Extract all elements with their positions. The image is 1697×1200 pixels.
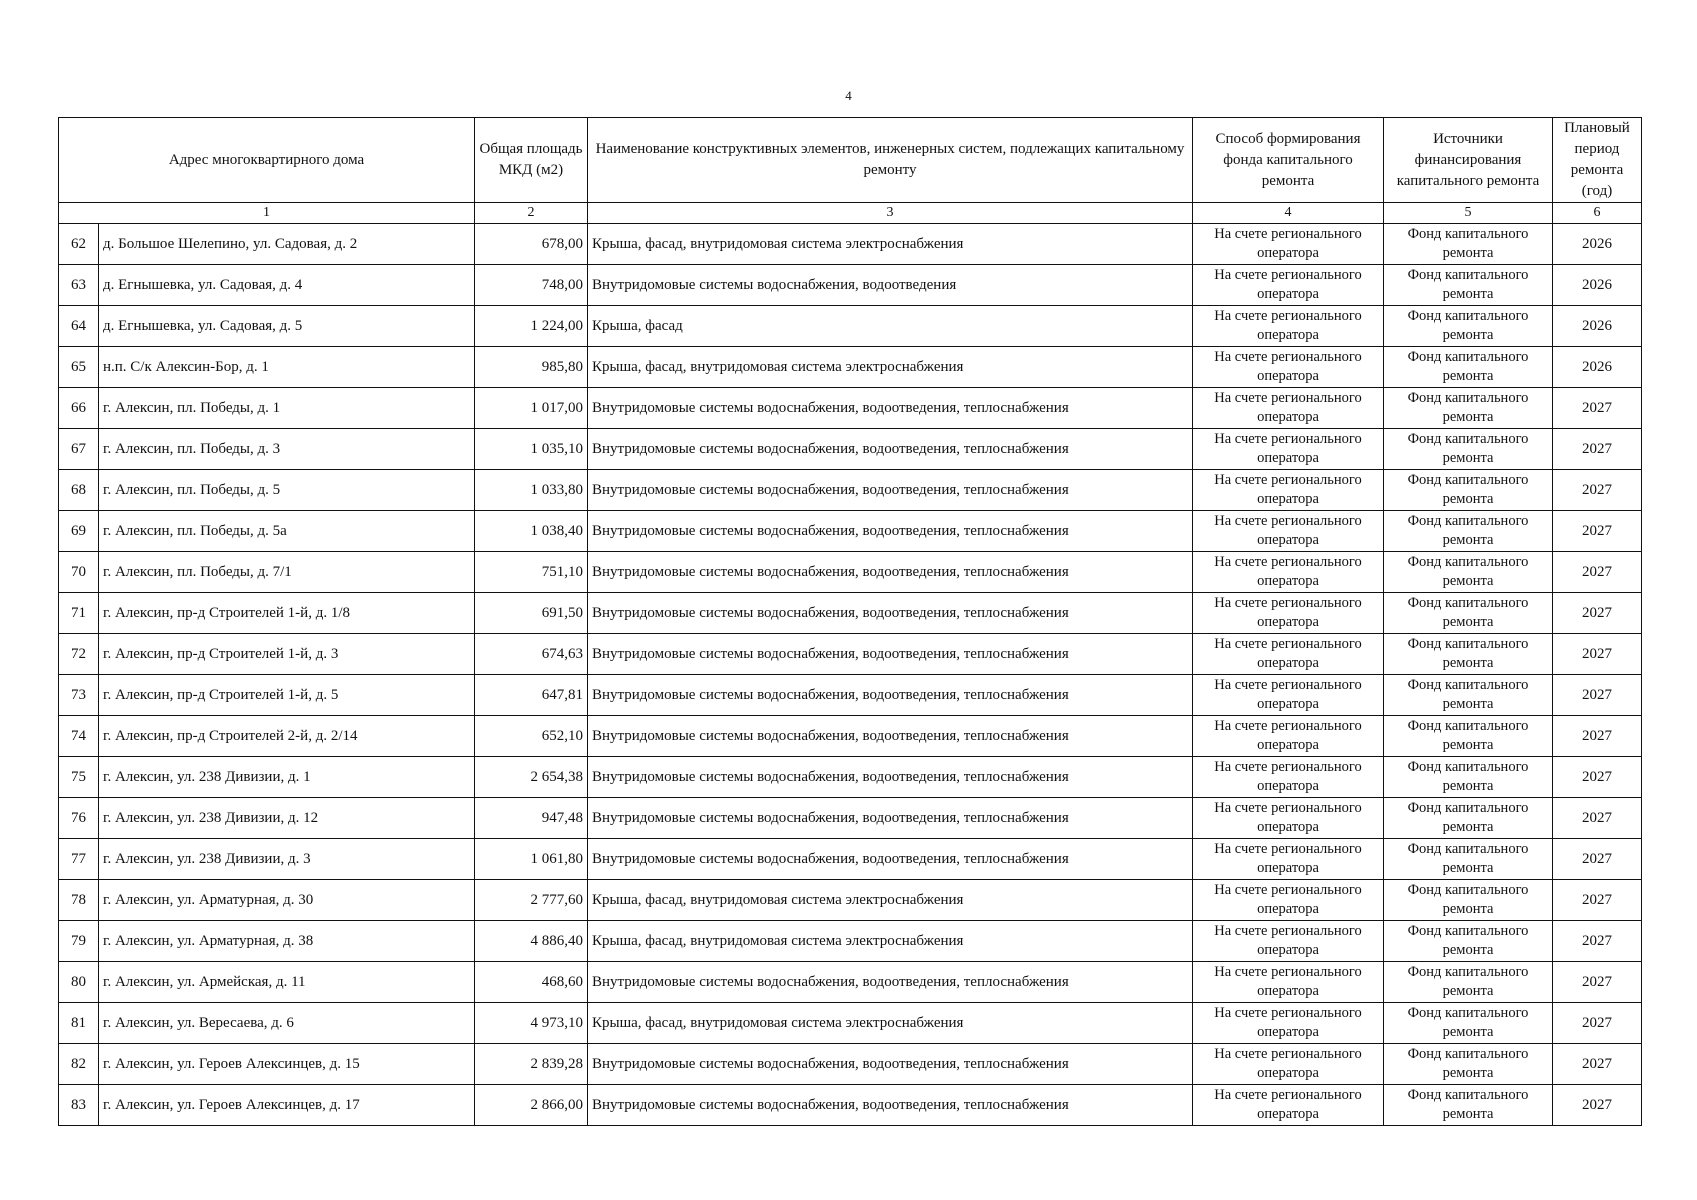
elements-cell: Внутридомовые системы водоснабжения, водоотведения, теплоснабжения (588, 1085, 1193, 1126)
address-cell: н.п. С/к Алексин-Бор, д. 1 (99, 347, 475, 388)
area-cell: 1 035,10 (475, 429, 588, 470)
year-cell: 2027 (1553, 1085, 1642, 1126)
table-row (59, 839, 1642, 880)
row-number: 79 (59, 921, 99, 962)
method-cell: На счете регионального оператора (1193, 839, 1384, 880)
address-cell: г. Алексин, ул. Героев Алексинцев, д. 17 (99, 1085, 475, 1126)
page-number: 4 (845, 88, 852, 103)
elements-cell: Крыша, фасад, внутридомовая система электроснабжения (588, 224, 1193, 265)
method-cell: На счете регионального оператора (1193, 1085, 1384, 1126)
year-cell: 2026 (1553, 347, 1642, 388)
elements-cell: Внутридомовые системы водоснабжения, водоотведения, теплоснабжения (588, 716, 1193, 757)
elements-cell: Крыша, фасад, внутридомовая система электроснабжения (588, 921, 1193, 962)
year-cell: 2027 (1553, 716, 1642, 757)
source-cell: Фонд капитального ремонта (1384, 470, 1553, 511)
source-cell: Фонд капитального ремонта (1384, 1085, 1553, 1126)
row-number: 80 (59, 962, 99, 1003)
elements-cell: Внутридомовые системы водоснабжения, водоотведения, теплоснабжения (588, 470, 1193, 511)
header-source: Источники финансирования капитального ремонта (1384, 118, 1553, 203)
elements-cell: Внутридомовые системы водоснабжения, водоотведения, теплоснабжения (588, 429, 1193, 470)
method-cell: На счете регионального оператора (1193, 429, 1384, 470)
area-cell: 678,00 (475, 224, 588, 265)
row-number: 81 (59, 1003, 99, 1044)
address-cell: д. Большое Шелепино, ул. Садовая, д. 2 (99, 224, 475, 265)
table-row (59, 552, 1642, 593)
table-row (59, 429, 1642, 470)
table-row (59, 921, 1642, 962)
elements-cell: Внутридомовые системы водоснабжения, водоотведения, теплоснабжения (588, 388, 1193, 429)
row-number: 78 (59, 880, 99, 921)
table-row (59, 1003, 1642, 1044)
method-cell: На счете регионального оператора (1193, 1044, 1384, 1085)
address-cell: г. Алексин, ул. Героев Алексинцев, д. 15 (99, 1044, 475, 1085)
method-cell: На счете регионального оператора (1193, 921, 1384, 962)
area-cell: 748,00 (475, 265, 588, 306)
area-cell: 468,60 (475, 962, 588, 1003)
year-cell: 2026 (1553, 265, 1642, 306)
source-cell: Фонд капитального ремонта (1384, 798, 1553, 839)
year-cell: 2027 (1553, 798, 1642, 839)
source-cell: Фонд капитального ремонта (1384, 265, 1553, 306)
source-cell: Фонд капитального ремонта (1384, 1044, 1553, 1085)
area-cell: 985,80 (475, 347, 588, 388)
table-row (59, 798, 1642, 839)
method-cell: На счете регионального оператора (1193, 224, 1384, 265)
area-cell: 4 886,40 (475, 921, 588, 962)
area-cell: 4 973,10 (475, 1003, 588, 1044)
row-number: 74 (59, 716, 99, 757)
method-cell: На счете регионального оператора (1193, 757, 1384, 798)
elements-cell: Внутридомовые системы водоснабжения, водоотведения, теплоснабжения (588, 634, 1193, 675)
row-number: 73 (59, 675, 99, 716)
address-cell: г. Алексин, ул. Армейская, д. 11 (99, 962, 475, 1003)
year-cell: 2027 (1553, 880, 1642, 921)
area-cell: 751,10 (475, 552, 588, 593)
column-number: 2 (475, 203, 588, 224)
table-body (59, 224, 1642, 1126)
table-row (59, 634, 1642, 675)
elements-cell: Внутридомовые системы водоснабжения, водоотведения, теплоснабжения (588, 675, 1193, 716)
method-cell: На счете регионального оператора (1193, 388, 1384, 429)
row-number: 69 (59, 511, 99, 552)
year-cell: 2027 (1553, 839, 1642, 880)
area-cell: 2 839,28 (475, 1044, 588, 1085)
area-cell: 1 017,00 (475, 388, 588, 429)
method-cell: На счете регионального оператора (1193, 675, 1384, 716)
row-number: 68 (59, 470, 99, 511)
method-cell: На счете регионального оператора (1193, 511, 1384, 552)
source-cell: Фонд капитального ремонта (1384, 839, 1553, 880)
row-number: 77 (59, 839, 99, 880)
table-row (59, 716, 1642, 757)
method-cell: На счете регионального оператора (1193, 880, 1384, 921)
source-cell: Фонд капитального ремонта (1384, 634, 1553, 675)
area-cell: 2 777,60 (475, 880, 588, 921)
source-cell: Фонд капитального ремонта (1384, 962, 1553, 1003)
table-row (59, 511, 1642, 552)
year-cell: 2026 (1553, 224, 1642, 265)
method-cell: На счете регионального оператора (1193, 347, 1384, 388)
year-cell: 2027 (1553, 1044, 1642, 1085)
header-address: Адрес многоквартирного дома (59, 118, 475, 203)
address-cell: д. Егнышевка, ул. Садовая, д. 5 (99, 306, 475, 347)
year-cell: 2027 (1553, 921, 1642, 962)
row-number: 72 (59, 634, 99, 675)
address-cell: г. Алексин, ул. Вересаева, д. 6 (99, 1003, 475, 1044)
header-period: Плановый период ремонта (год) (1553, 118, 1642, 203)
source-cell: Фонд капитального ремонта (1384, 880, 1553, 921)
address-cell: г. Алексин, ул. Арматурная, д. 30 (99, 880, 475, 921)
column-number: 3 (588, 203, 1193, 224)
header-elements: Наименование конструктивных элементов, инженерных систем, подлежащих капитальному ремонту (588, 118, 1193, 203)
table-row (59, 1044, 1642, 1085)
address-cell: г. Алексин, пл. Победы, д. 3 (99, 429, 475, 470)
method-cell: На счете регионального оператора (1193, 265, 1384, 306)
table-row (59, 347, 1642, 388)
year-cell: 2027 (1553, 675, 1642, 716)
row-number: 64 (59, 306, 99, 347)
table-row (59, 224, 1642, 265)
address-cell: г. Алексин, пр-д Строителей 1-й, д. 3 (99, 634, 475, 675)
year-cell: 2027 (1553, 429, 1642, 470)
method-cell: На счете регионального оператора (1193, 634, 1384, 675)
year-cell: 2026 (1553, 306, 1642, 347)
row-number: 75 (59, 757, 99, 798)
address-cell: г. Алексин, пр-д Строителей 1-й, д. 5 (99, 675, 475, 716)
row-number: 76 (59, 798, 99, 839)
row-number: 63 (59, 265, 99, 306)
column-number-row (59, 203, 1642, 224)
source-cell: Фонд капитального ремонта (1384, 429, 1553, 470)
row-number: 82 (59, 1044, 99, 1085)
area-cell: 2 866,00 (475, 1085, 588, 1126)
year-cell: 2027 (1553, 388, 1642, 429)
column-number: 6 (1553, 203, 1642, 224)
address-cell: г. Алексин, ул. 238 Дивизии, д. 1 (99, 757, 475, 798)
address-cell: г. Алексин, ул. Арматурная, д. 38 (99, 921, 475, 962)
source-cell: Фонд капитального ремонта (1384, 306, 1553, 347)
source-cell: Фонд капитального ремонта (1384, 347, 1553, 388)
address-cell: г. Алексин, пл. Победы, д. 5 (99, 470, 475, 511)
method-cell: На счете регионального оператора (1193, 552, 1384, 593)
table-row (59, 880, 1642, 921)
year-cell: 2027 (1553, 552, 1642, 593)
address-cell: г. Алексин, пр-д Строителей 2-й, д. 2/14 (99, 716, 475, 757)
source-cell: Фонд капитального ремонта (1384, 757, 1553, 798)
elements-cell: Внутридомовые системы водоснабжения, водоотведения, теплоснабжения (588, 962, 1193, 1003)
table-row (59, 388, 1642, 429)
method-cell: На счете регионального оператора (1193, 306, 1384, 347)
year-cell: 2027 (1553, 511, 1642, 552)
column-number: 5 (1384, 203, 1553, 224)
address-cell: г. Алексин, пл. Победы, д. 7/1 (99, 552, 475, 593)
year-cell: 2027 (1553, 757, 1642, 798)
year-cell: 2027 (1553, 1003, 1642, 1044)
area-cell: 647,81 (475, 675, 588, 716)
row-number: 67 (59, 429, 99, 470)
address-cell: г. Алексин, пл. Победы, д. 5а (99, 511, 475, 552)
source-cell: Фонд капитального ремонта (1384, 511, 1553, 552)
row-number: 65 (59, 347, 99, 388)
table-row (59, 1085, 1642, 1126)
source-cell: Фонд капитального ремонта (1384, 675, 1553, 716)
capital-repair-table (58, 117, 1642, 1126)
method-cell: На счете регионального оператора (1193, 962, 1384, 1003)
address-cell: г. Алексин, ул. 238 Дивизии, д. 12 (99, 798, 475, 839)
elements-cell: Крыша, фасад (588, 306, 1193, 347)
address-cell: г. Алексин, пл. Победы, д. 1 (99, 388, 475, 429)
elements-cell: Внутридомовые системы водоснабжения, водоотведения (588, 265, 1193, 306)
elements-cell: Внутридомовые системы водоснабжения, водоотведения, теплоснабжения (588, 593, 1193, 634)
header-method: Способ формирования фонда капитального ремонта (1193, 118, 1384, 203)
table-row (59, 593, 1642, 634)
year-cell: 2027 (1553, 962, 1642, 1003)
table-row (59, 470, 1642, 511)
area-cell: 947,48 (475, 798, 588, 839)
method-cell: На счете регионального оператора (1193, 593, 1384, 634)
year-cell: 2027 (1553, 470, 1642, 511)
column-number: 4 (1193, 203, 1384, 224)
area-cell: 2 654,38 (475, 757, 588, 798)
method-cell: На счете регионального оператора (1193, 798, 1384, 839)
source-cell: Фонд капитального ремонта (1384, 1003, 1553, 1044)
source-cell: Фонд капитального ремонта (1384, 593, 1553, 634)
elements-cell: Внутридомовые системы водоснабжения, водоотведения, теплоснабжения (588, 798, 1193, 839)
address-cell: г. Алексин, пр-д Строителей 1-й, д. 1/8 (99, 593, 475, 634)
table-row (59, 265, 1642, 306)
table-row (59, 757, 1642, 798)
method-cell: На счете регионального оператора (1193, 716, 1384, 757)
area-cell: 1 061,80 (475, 839, 588, 880)
row-number: 83 (59, 1085, 99, 1126)
row-number: 62 (59, 224, 99, 265)
area-cell: 1 033,80 (475, 470, 588, 511)
table-row (59, 962, 1642, 1003)
address-cell: г. Алексин, ул. 238 Дивизии, д. 3 (99, 839, 475, 880)
source-cell: Фонд капитального ремонта (1384, 388, 1553, 429)
column-number: 1 (59, 203, 475, 224)
row-number: 70 (59, 552, 99, 593)
elements-cell: Крыша, фасад, внутридомовая система электроснабжения (588, 880, 1193, 921)
source-cell: Фонд капитального ремонта (1384, 552, 1553, 593)
year-cell: 2027 (1553, 593, 1642, 634)
elements-cell: Внутридомовые системы водоснабжения, водоотведения, теплоснабжения (588, 839, 1193, 880)
method-cell: На счете регионального оператора (1193, 1003, 1384, 1044)
header-area: Общая площадь МКД (м2) (475, 118, 588, 203)
header-row (59, 118, 1642, 203)
row-number: 71 (59, 593, 99, 634)
table-row (59, 306, 1642, 347)
source-cell: Фонд капитального ремонта (1384, 716, 1553, 757)
address-cell: д. Егнышевка, ул. Садовая, д. 4 (99, 265, 475, 306)
area-cell: 652,10 (475, 716, 588, 757)
elements-cell: Крыша, фасад, внутридомовая система электроснабжения (588, 1003, 1193, 1044)
elements-cell: Внутридомовые системы водоснабжения, водоотведения, теплоснабжения (588, 552, 1193, 593)
source-cell: Фонд капитального ремонта (1384, 921, 1553, 962)
elements-cell: Крыша, фасад, внутридомовая система электроснабжения (588, 347, 1193, 388)
method-cell: На счете регионального оператора (1193, 470, 1384, 511)
elements-cell: Внутридомовые системы водоснабжения, водоотведения, теплоснабжения (588, 511, 1193, 552)
area-cell: 1 224,00 (475, 306, 588, 347)
area-cell: 1 038,40 (475, 511, 588, 552)
area-cell: 691,50 (475, 593, 588, 634)
area-cell: 674,63 (475, 634, 588, 675)
elements-cell: Внутридомовые системы водоснабжения, водоотведения, теплоснабжения (588, 1044, 1193, 1085)
table-row (59, 675, 1642, 716)
source-cell: Фонд капитального ремонта (1384, 224, 1553, 265)
row-number: 66 (59, 388, 99, 429)
elements-cell: Внутридомовые системы водоснабжения, водоотведения, теплоснабжения (588, 757, 1193, 798)
year-cell: 2027 (1553, 634, 1642, 675)
